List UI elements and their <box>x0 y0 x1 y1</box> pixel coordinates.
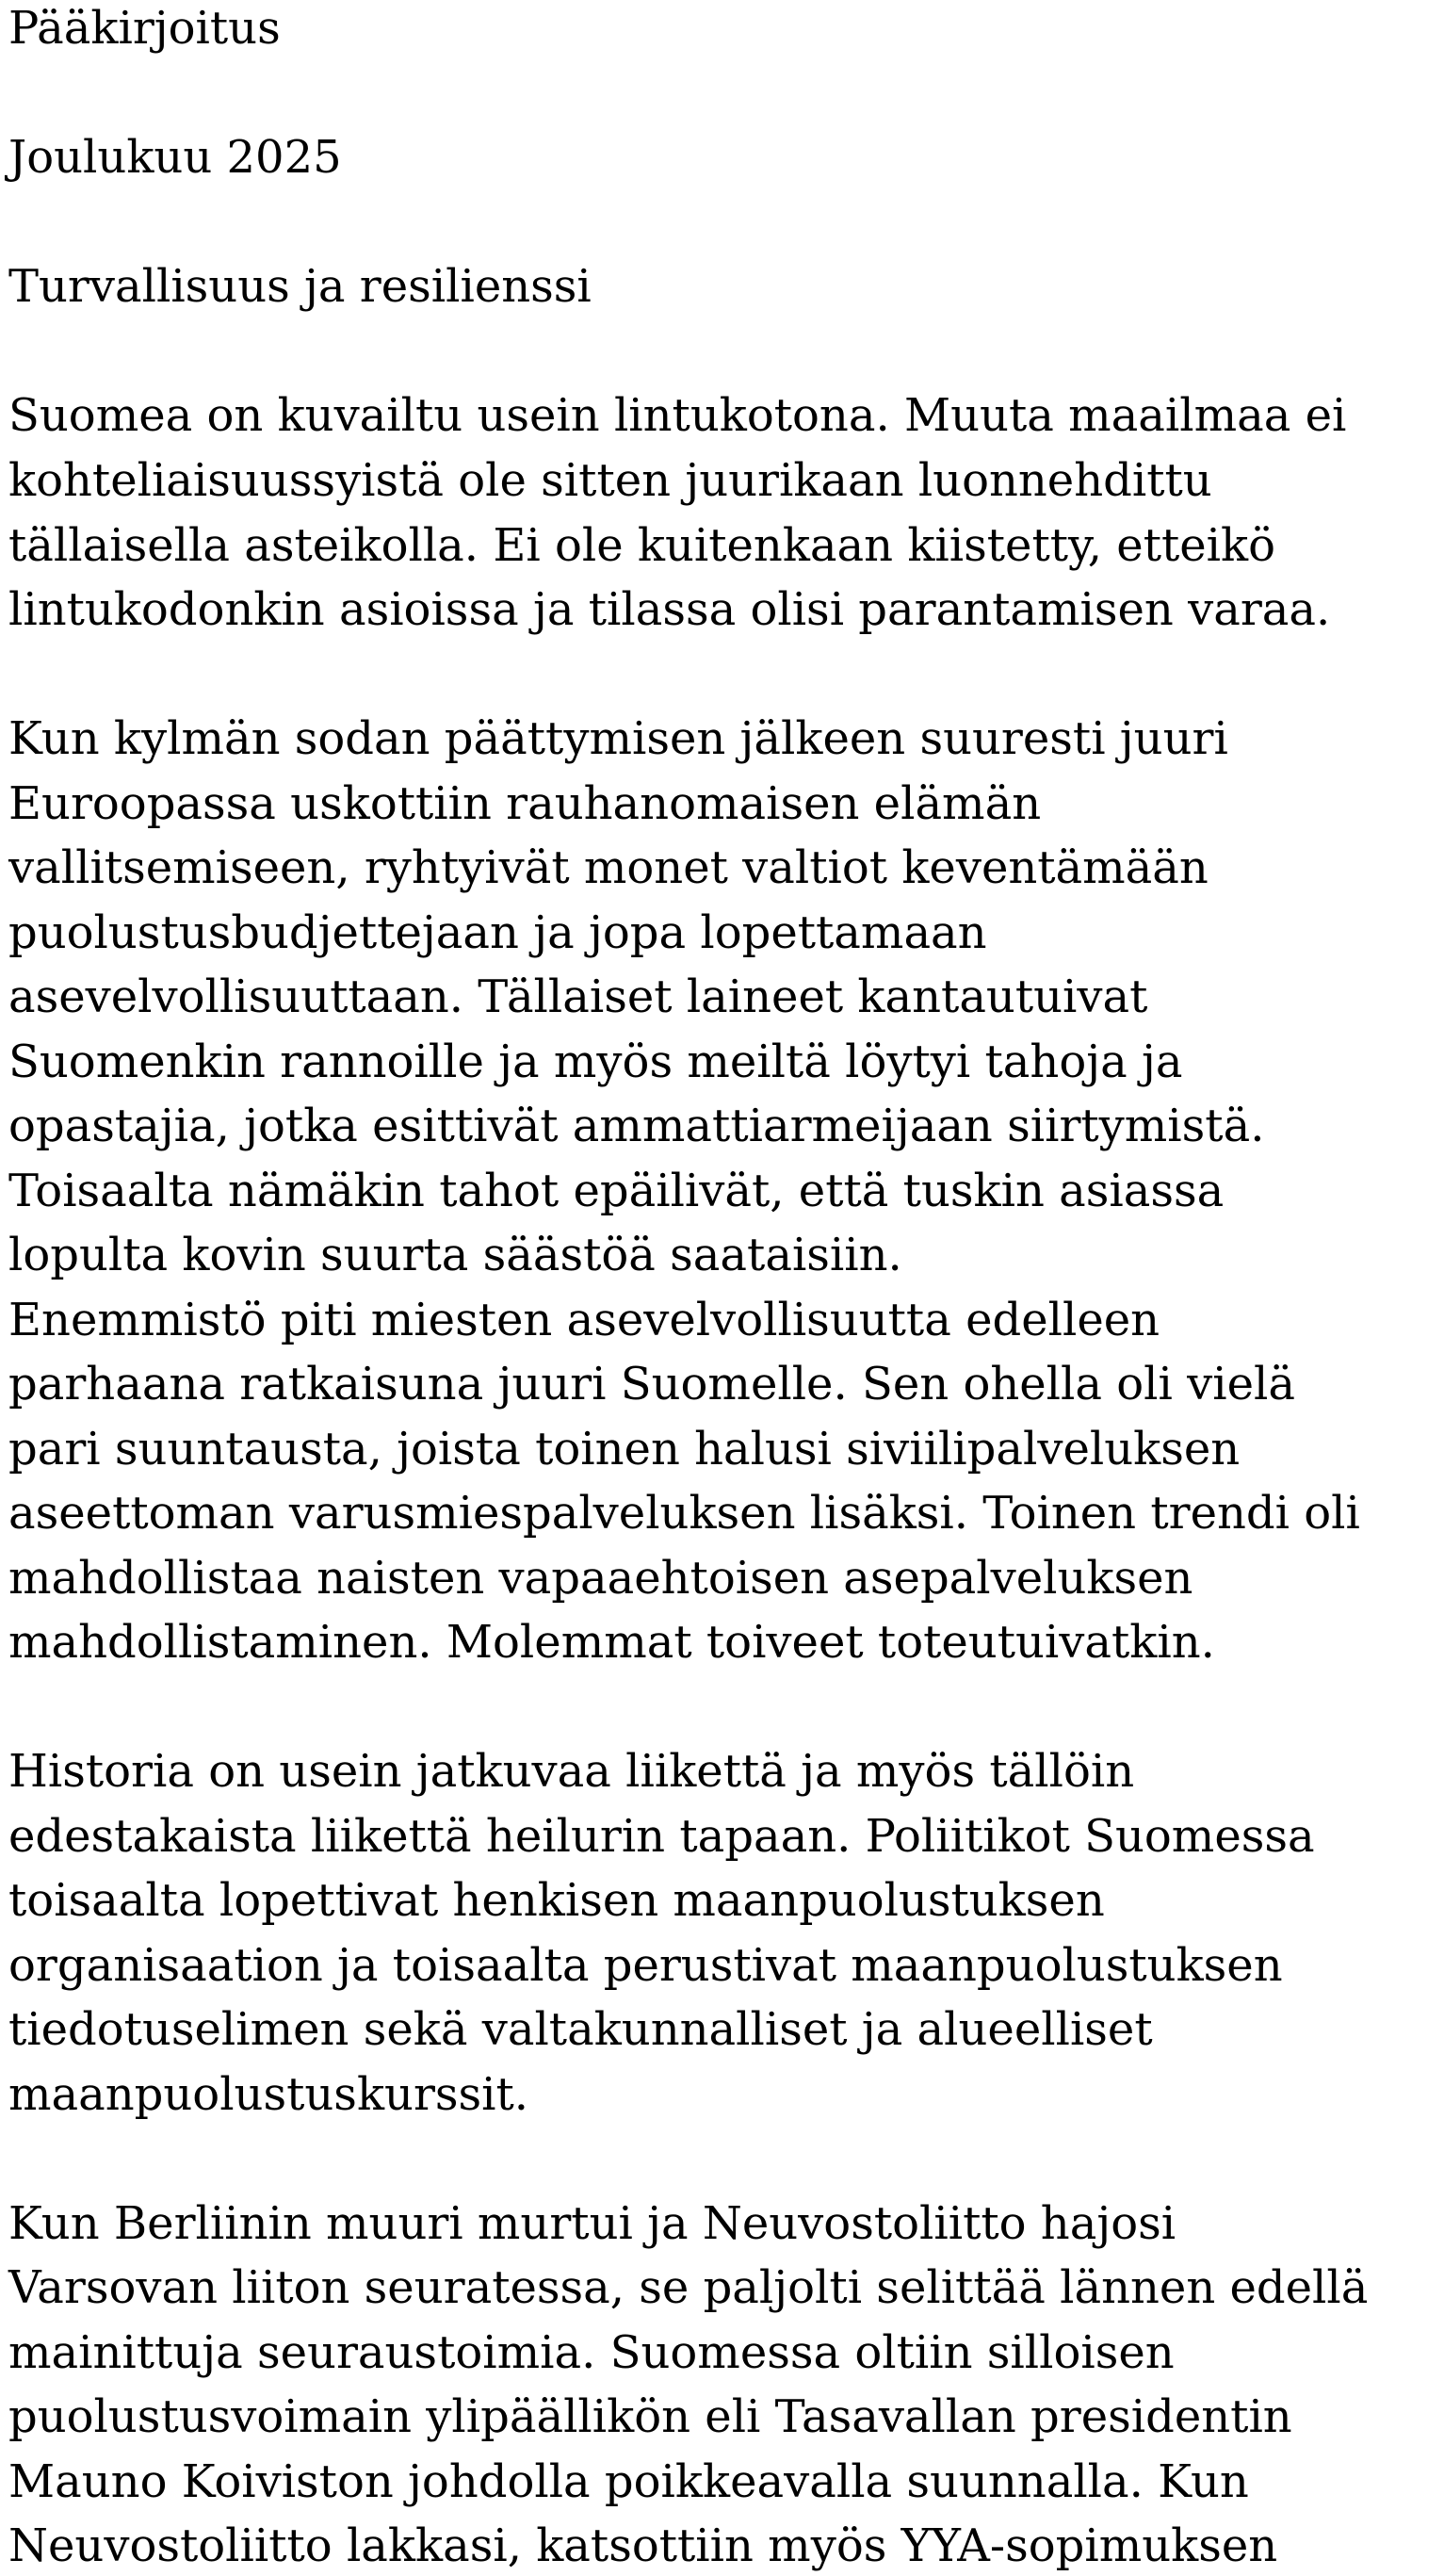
paragraph-line: opastajia, jotka esittivät ammattiarmeijaan siirtymistä. <box>8 1100 1265 1152</box>
paragraph-line: mahdollistaa naisten vapaaehtoisen asepalveluksen <box>8 1552 1193 1605</box>
document-date: Joulukuu 2025 <box>8 131 342 184</box>
document-title: Turvallisuus ja resilienssi <box>8 260 592 313</box>
paragraph-line: Toisaalta nämäkin tahot epäilivät, että tuskin asiassa <box>8 1165 1225 1217</box>
paragraph-line: aseettoman varusmiespalveluksen lisäksi. Toinen trendi oli <box>8 1487 1360 1540</box>
paragraph-line: tällaisella asteikolla. Ei ole kuitenkaan kiistetty, etteikö <box>8 519 1276 572</box>
paragraph-line: asevelvollisuuttaan. Tällaiset laineet kantautuivat <box>8 970 1148 1023</box>
paragraph-line: Historia on usein jatkuvaa liikettä ja myös tällöin <box>8 1745 1135 1798</box>
paragraph-line: Varsovan liiton seuratessa, se paljolti selittää lännen edellä <box>8 2261 1369 2314</box>
paragraph-line: maanpuolustuskurssit. <box>8 2068 529 2121</box>
paragraph-line: kohteliaisuussyistä ole sitten juurikaan luonnehdittu <box>8 454 1212 507</box>
paragraph-line: Mauno Koiviston johdolla poikkeavalla suunnalla. Kun <box>8 2455 1249 2508</box>
paragraph-line: Kun Berliinin muuri murtui ja Neuvostoliitto hajosi <box>8 2197 1176 2250</box>
paragraph-line: mainittuja seuraustoimia. Suomessa oltiin silloisen <box>8 2326 1175 2379</box>
paragraph-line: Suomenkin rannoille ja myös meiltä löytyi tahoja ja <box>8 1035 1183 1088</box>
paragraph-line: Suomea on kuvailtu usein lintukotona. Muuta maailmaa ei <box>8 389 1347 442</box>
paragraph-line: parhaana ratkaisuna juuri Suomelle. Sen ohella oli vielä <box>8 1358 1295 1410</box>
paragraph-line: edestakaista liikettä heilurin tapaan. Poliitikot Suomessa <box>8 1810 1315 1863</box>
paragraph-line: puolustusbudjettejaan ja jopa lopettamaan <box>8 906 987 959</box>
paragraph-line: pari suuntausta, joista toinen halusi siviilipalveluksen <box>8 1423 1241 1475</box>
paragraph-line: Enemmistö piti miesten asevelvollisuutta edelleen <box>8 1294 1160 1346</box>
paragraph-line: puolustusvoimain ylipäällikön eli Tasavallan presidentin <box>8 2390 1292 2443</box>
paragraph-line: toisaalta lopettivat henkisen maanpuolustuksen <box>8 1874 1105 1927</box>
paragraph-line: Euroopassa uskottiin rauhanomaisen elämän <box>8 777 1042 830</box>
paragraph-line: organisaation ja toisaalta perustivat maanpuolustuksen <box>8 1939 1283 1992</box>
paragraph-line: lintukodonkin asioissa ja tilassa olisi parantamisen varaa. <box>8 583 1331 636</box>
section-label: Pääkirjoitus <box>8 2 281 55</box>
paragraph-line: vallitsemiseen, ryhtyivät monet valtiot keventämään <box>8 841 1209 894</box>
paragraph-line: mahdollistaminen. Molemmat toiveet toteutuivatkin. <box>8 1616 1215 1669</box>
paragraph-line: lopulta kovin suurta säästöä saataisiin. <box>8 1229 902 1281</box>
paragraph-line: tiedotuselimen sekä valtakunnalliset ja alueelliset <box>8 2003 1153 2056</box>
paragraph-line: Neuvostoliitto lakkasi, katsottiin myös YYA-sopimuksen <box>8 2519 1278 2572</box>
paragraph-line: Kun kylmän sodan päättymisen jälkeen suuresti juuri <box>8 712 1228 765</box>
